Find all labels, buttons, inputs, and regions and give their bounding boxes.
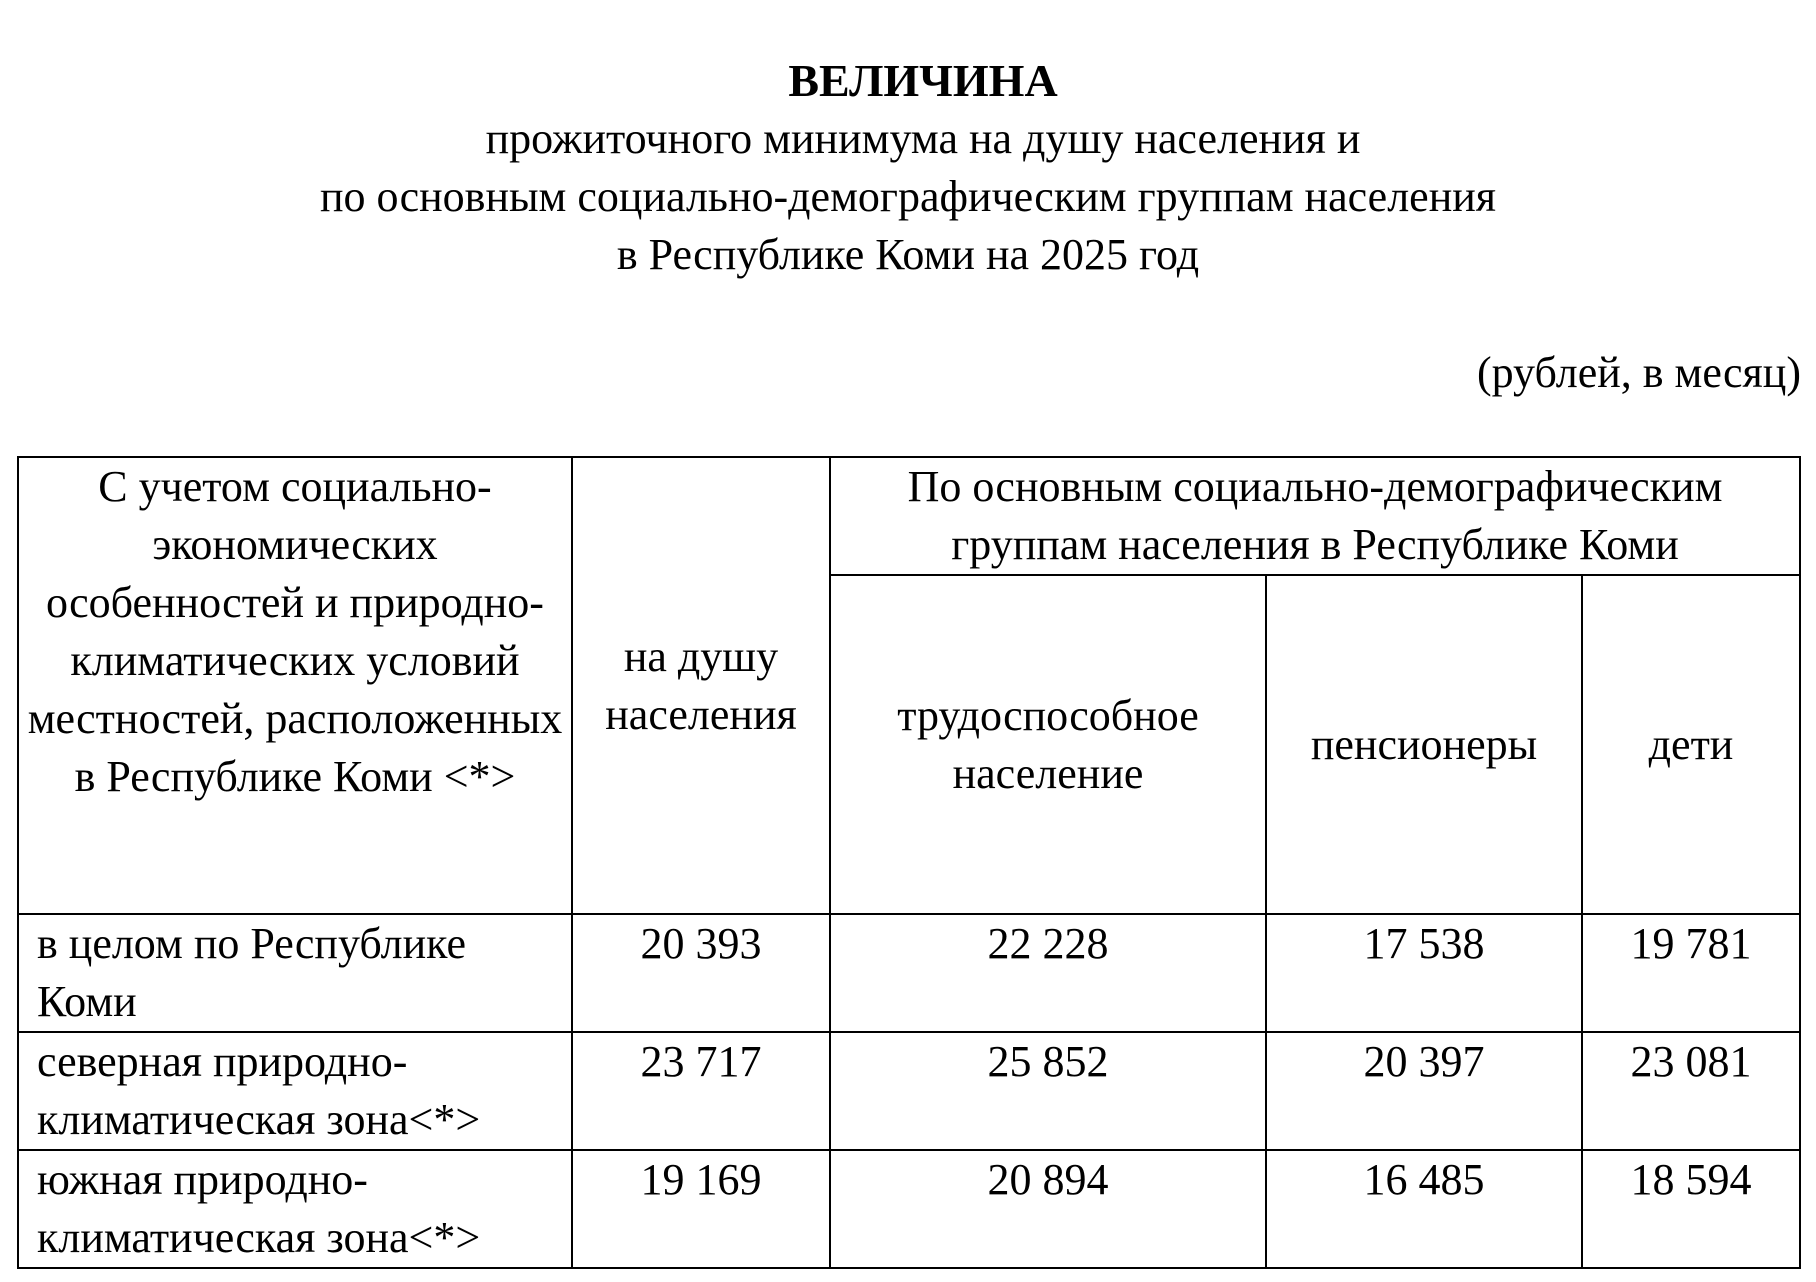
value-children: 19 781 [1582, 914, 1800, 1032]
value-pensioners: 16 485 [1266, 1150, 1582, 1268]
value-children: 23 081 [1582, 1032, 1800, 1150]
row-label: северная природно-климатическая зона<*> [18, 1032, 572, 1150]
header-per-capita: на душу населения [572, 457, 830, 914]
subsistence-minimum-table [17, 456, 1801, 1269]
table-row [18, 1032, 1800, 1150]
value-working: 25 852 [830, 1032, 1266, 1150]
title-line-2: по основным социально-демографическим группам населения [319, 172, 1497, 221]
header-group: По основным социально-демографическим группам населения в Республике Коми [830, 457, 1800, 575]
header-row-1 [18, 457, 1800, 575]
row-label: в целом по Республике Коми [18, 914, 572, 1032]
value-pensioners: 17 538 [1266, 914, 1582, 1032]
value-working: 20 894 [830, 1150, 1266, 1268]
header-children: дети [1582, 575, 1800, 914]
title-line-3: в Республике Коми на 2025 год [616, 230, 1200, 279]
header-working: трудоспособное население [830, 575, 1266, 914]
value-children: 18 594 [1582, 1150, 1800, 1268]
header-pensioners: пенсионеры [1266, 575, 1582, 914]
value-per-capita: 23 717 [572, 1032, 830, 1150]
title-main: ВЕЛИЧИНА [788, 55, 1058, 106]
row-label: южная природно-климатическая зона<*> [18, 1150, 572, 1268]
value-per-capita: 20 393 [572, 914, 830, 1032]
value-working: 22 228 [830, 914, 1266, 1032]
value-pensioners: 20 397 [1266, 1032, 1582, 1150]
title-line-1: прожиточного минимума на душу населения и [485, 114, 1361, 163]
table-row [18, 1150, 1800, 1268]
table-row [18, 914, 1800, 1032]
value-per-capita: 19 169 [572, 1150, 830, 1268]
header-territory: С учетом социально-экономических особенностей и природно-климатических условий местностей, расположенных в Республике Коми <*> [18, 457, 572, 914]
units-note: (рублей, в месяц) [1476, 348, 1801, 397]
document-title [0, 52, 1816, 284]
